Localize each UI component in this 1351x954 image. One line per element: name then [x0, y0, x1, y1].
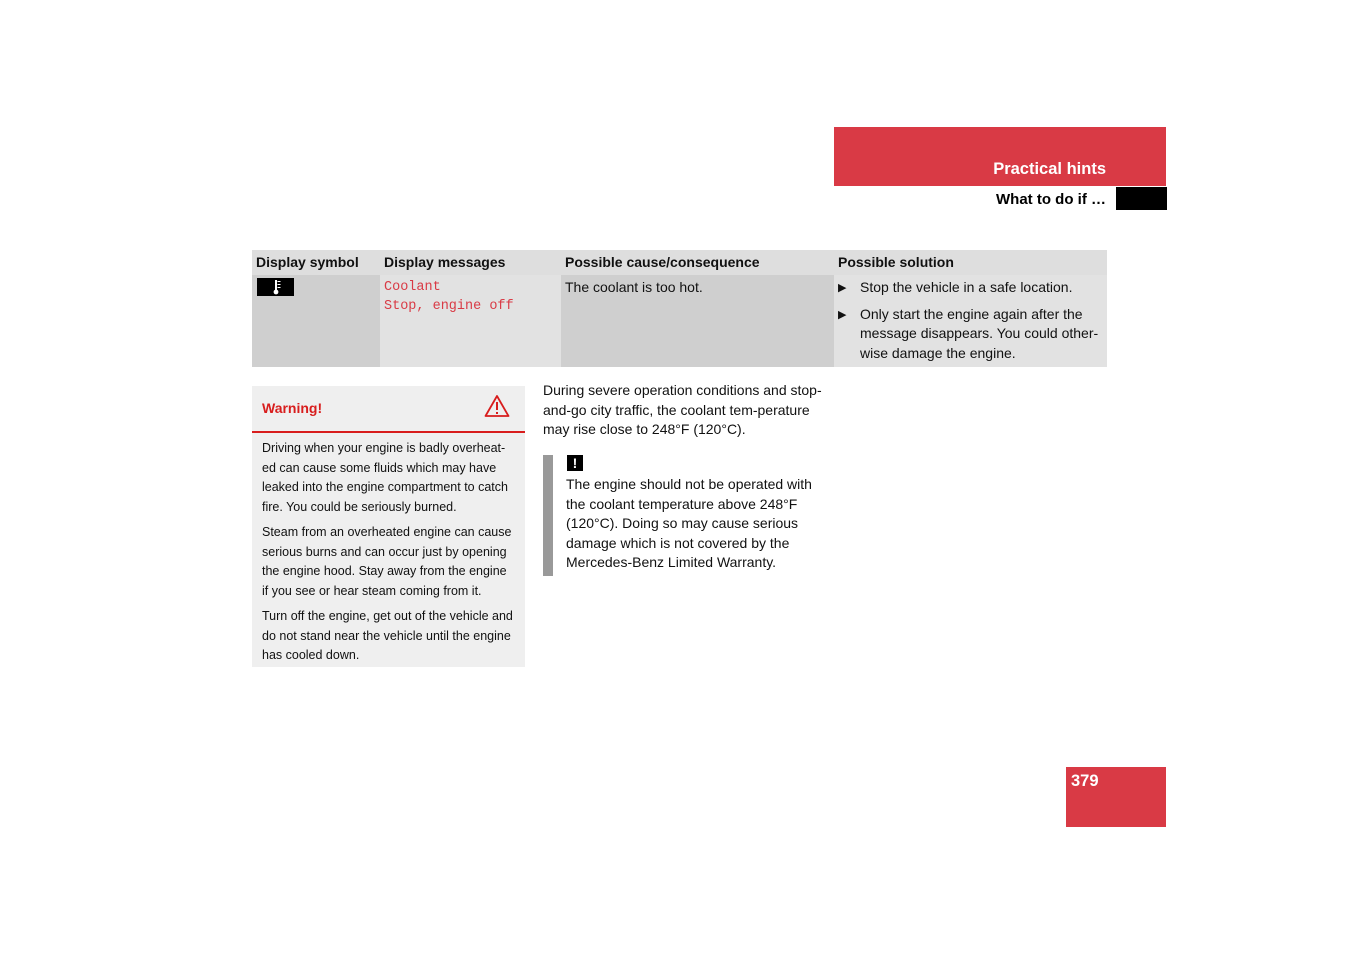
- warning-paragraph: Turn off the engine, get out of the vehicle and do not stand near the vehicle until the engine has cooled down.: [262, 609, 513, 662]
- cell-display-messages: [380, 275, 561, 367]
- warning-header: [252, 386, 525, 433]
- exclamation-icon: !: [567, 455, 583, 471]
- warning-body: [252, 433, 525, 666]
- page-number: 379: [1071, 772, 1099, 790]
- cell-display-symbol: [252, 275, 380, 367]
- solution-item: ▶ Stop the vehicle in a safe location.: [838, 278, 1103, 298]
- cause-text: The coolant is too hot.: [565, 279, 703, 295]
- coolant-thermometer-icon: [257, 278, 294, 296]
- cell-possible-cause: [561, 275, 834, 367]
- section-title: Practical hints: [993, 160, 1106, 178]
- solution-item: ▶ Only start the engine again after the message disappears. You could other-wise damage the engine.: [838, 305, 1099, 361]
- header-possible-cause: Possible cause/consequence: [561, 250, 834, 275]
- message-line-1: Coolant: [384, 280, 441, 295]
- section-tab-marker: [1116, 187, 1167, 210]
- warning-paragraph: Steam from an overheated engine can cause serious burns and can occur just by opening the engine hood. Stay away from the engine if you see or hear steam coming from it.: [262, 525, 512, 598]
- warning-triangle-icon: [484, 394, 510, 423]
- warning-title: Warning!: [262, 400, 323, 416]
- cell-possible-solution: [834, 275, 1107, 367]
- warning-box: [252, 386, 525, 667]
- subsection-title: What to do if …: [996, 191, 1106, 208]
- message-line-2: Stop, engine off: [384, 299, 514, 314]
- header-display-symbol: Display symbol: [252, 250, 380, 275]
- bullet-arrow-icon: ▶: [838, 282, 847, 294]
- header-display-messages: Display messages: [380, 250, 561, 275]
- note-text: The engine should not be operated with the coolant temperature above 248°F (120°C). Doing so may cause serious damage which is not covered by the Mercedes-Benz Limited Warranty.: [566, 476, 812, 570]
- note-sidebar: [543, 455, 553, 576]
- bullet-arrow-icon: ▶: [838, 308, 847, 321]
- header-possible-solution: Possible solution: [834, 250, 1107, 275]
- warning-paragraph: Driving when your engine is badly overheat-ed can cause some fluids which may have leaked into the engine compartment to catch fire. You could be seriously burned.: [262, 441, 508, 514]
- intro-paragraph: During severe operation conditions and stop-and-go city traffic, the coolant tem-perature may rise close to 248°F (120°C).: [543, 382, 822, 437]
